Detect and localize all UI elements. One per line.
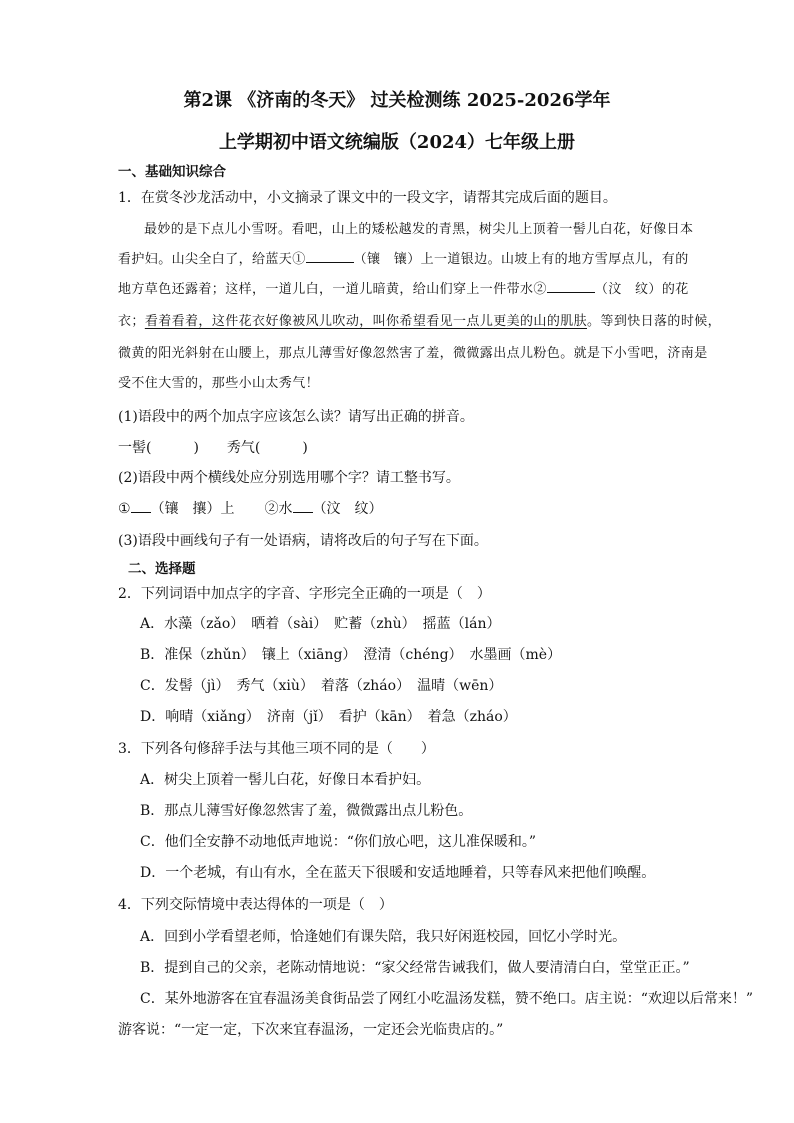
label-circle-2: ②水: [264, 501, 293, 517]
label-circle-1: ①: [118, 501, 131, 517]
title-line-2: 上学期初中语文统编版（2024）七年级上册: [218, 132, 576, 153]
question-1-sub-2-answers: [118, 498, 383, 518]
question-4-option-b[interactable]: B．提到自己的父亲，老陈动情地说：“家父经常告诫我们，做人要清清白白，堂堂正正。”: [140, 960, 690, 976]
question-3-option-b[interactable]: B．那点儿薄雪好像忽然害了羞，微微露出点儿粉色。: [140, 803, 473, 819]
question-2-option-d[interactable]: D．响晴（xiǎng） 济南（jǐ） 看护（kān） 着急（zháo）: [140, 709, 517, 725]
passage-text: 看护妇。山尖全白了，给蓝天①: [118, 252, 306, 267]
answer-blank-2[interactable]: [293, 500, 313, 513]
question-2-stem: 2．下列词语中加点字的字音、字形完全正确的一项是（ ）: [118, 586, 491, 602]
blank-1[interactable]: [306, 250, 354, 263]
question-4-option-a[interactable]: A．回到小学看望老师，恰逢她们有课失陪，我只好闲逛校园，回忆小学时光。: [140, 929, 627, 945]
question-1-stem: 1．在赏冬沙龙活动中，小文摘录了课文中的一段文字，请帮其完成后面的题目。: [118, 190, 617, 206]
question-3-option-d[interactable]: D．一个老城，有山有水，全在蓝天下很暖和安适地睡着，只等春风来把他们唤醒。: [140, 865, 656, 881]
passage-line: [118, 278, 689, 297]
question-4-option-c-continued: 游客说：“一定一定，下次来宜春温汤，一定还会光临贵店的。”: [118, 1022, 504, 1038]
passage-text: 衣；: [118, 314, 145, 329]
question-3-stem: 3．下列各句修辞手法与其他三项不同的是（ ）: [118, 741, 435, 757]
underlined-sentence: 看着看着，这件花衣好像被风儿吹动，叫你希望看见一点儿更美的山的肌肤: [144, 314, 588, 329]
section-1-heading: 一、基础知识综合: [118, 164, 226, 180]
section-2-heading: 二、选择题: [128, 561, 196, 577]
question-4-option-c[interactable]: C．某外地游客在宜春温汤美食街品尝了网红小吃温汤发糕，赞不绝口。店主说：“欢迎以后常来！”: [140, 991, 754, 1007]
question-2-option-b[interactable]: B．准保（zhǔn） 镶上（xiāng） 澄清（chéng） 水墨画（mè）: [140, 647, 562, 663]
question-1-sub-3: (3)语段中画线句子有一处语病，请将改后的句子写在下面。: [118, 533, 488, 549]
question-2-option-c[interactable]: C．发髻（jì） 秀气（xiù） 着落（zháo） 温晴（wēn）: [140, 678, 503, 694]
passage-text: （镶 镶）上一道银边。山坡上有的地方雪厚点儿，有的: [353, 252, 689, 267]
options-1: （镶 攘）上: [150, 501, 235, 517]
question-1-sub-1: (1)语段中的两个加点字应该怎么读？请写出正确的拼音。: [118, 409, 474, 425]
title-line-1: 第2课 《济南的冬天》 过关检测练 2025-2026学年: [183, 90, 611, 111]
passage-text: （汶 纹）的花: [594, 282, 689, 297]
passage-line: [118, 310, 721, 329]
passage-text: 。等到快日落的时候，: [587, 314, 722, 329]
question-4-stem: 4．下列交际情境中表达得体的一项是（ ）: [118, 897, 393, 913]
passage-line: 最妙的是下点儿小雪呀。看吧，山上的矮松越发的青黑，树尖儿上顶着一髻儿白花，好像日本: [144, 222, 694, 237]
blank-2[interactable]: [547, 280, 595, 293]
options-2: （汶 纹）: [312, 501, 383, 517]
answer-blank-1[interactable]: [131, 500, 151, 513]
question-3-option-a[interactable]: A．树尖上顶着一髻儿白花，好像日本看护妇。: [140, 772, 431, 788]
question-1-sub-1-answers: 一髻( ) 秀气( ): [118, 440, 308, 456]
passage-text: 地方草色还露着；这样，一道儿白，一道儿暗黄，给山们穿上一件带水②: [118, 282, 547, 297]
passage-line: [118, 248, 689, 267]
passage-line: 受不住大雪的，那些小山太秀气！: [118, 376, 320, 391]
question-3-option-c[interactable]: C．他们全安静不动地低声地说：“你们放心吧，这儿准保暖和。”: [140, 834, 537, 850]
passage-line: 微黄的阳光斜射在山腰上，那点儿薄雪好像忽然害了羞，微微露出点儿粉色。就是下小雪吧，济南是: [118, 346, 708, 361]
question-1-sub-2: (2)语段中两个横线处应分别选用哪个字？请工整书写。: [118, 470, 460, 486]
question-2-option-a[interactable]: A．水藻（zǎo） 晒着（sài） 贮蓄（zhù） 摇蓝（lán）: [140, 616, 501, 632]
